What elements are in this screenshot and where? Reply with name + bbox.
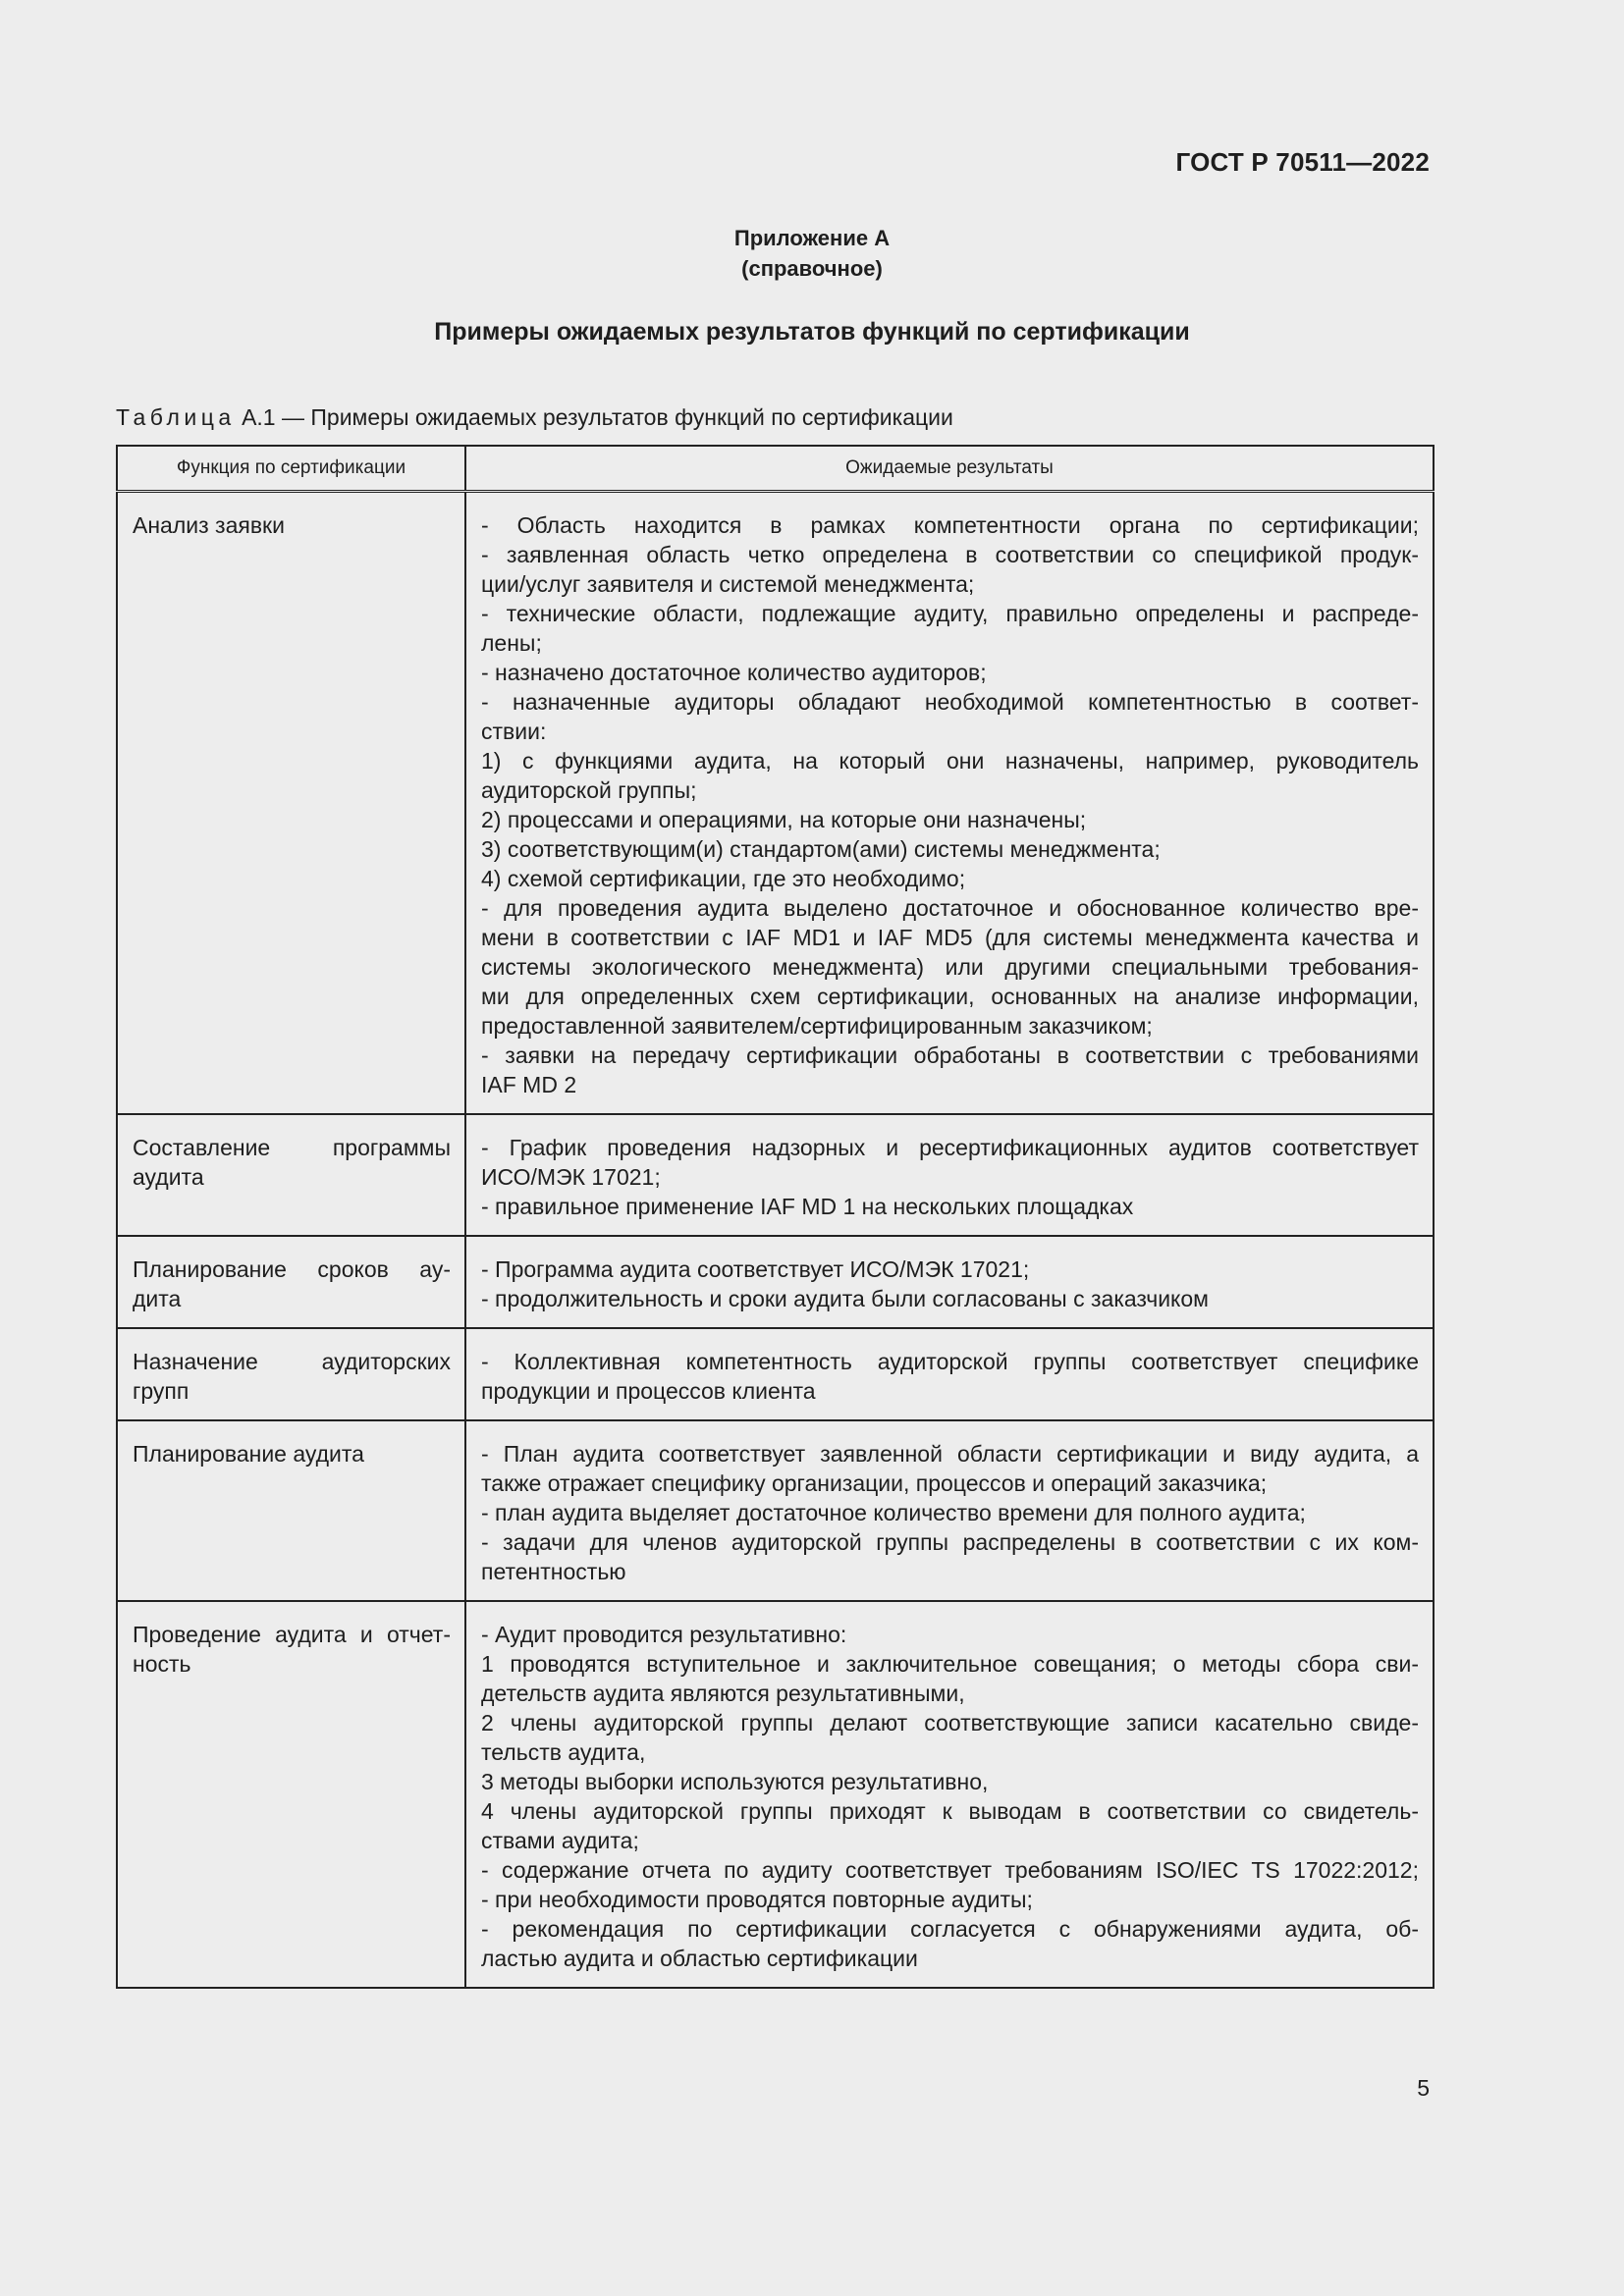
result-line: 4 члены аудиторской группы приходят к выводам в соответствии со свидетель- (481, 1798, 1419, 1824)
table-row (117, 1420, 1434, 1601)
result-line: - содержание отчета по аудиту соответствует требованиям ISO/IEC TS 17022:2012; (481, 1857, 1419, 1883)
result-line: - заявки на передачу сертификации обработаны в соответствии с требованиями (481, 1042, 1419, 1068)
result-line: ции/услуг заявителя и системой менеджмента; (481, 571, 975, 597)
results-cell (465, 1601, 1434, 1988)
table-row (117, 1114, 1434, 1236)
result-line: - при необходимости проводятся повторные аудиты; (481, 1887, 1033, 1912)
result-line: 2 члены аудиторской группы делают соответствующие записи касательно свиде- (481, 1710, 1419, 1735)
result-line: 1 проводятся вступительное и заключительное совещания; о методы сбора сви- (481, 1651, 1419, 1677)
function-text: Планирование аудита (133, 1441, 364, 1467)
result-line: - Аудит проводится результативно: (481, 1622, 847, 1647)
result-line: детельств аудита являются результативными, (481, 1681, 965, 1706)
result-line: - заявленная область четко определена в соответствии со спецификой продук- (481, 542, 1419, 567)
result-line: 2) процессами и операциями, на которые они назначены; (481, 807, 1087, 832)
result-line: ластью аудита и областью сертификации (481, 1946, 918, 1971)
column-header-results: Ожидаемые результаты (465, 446, 1434, 492)
result-line: петентностью (481, 1559, 626, 1584)
result-line: - рекомендация по сертификации согласуется с обнаружениями аудита, об- (481, 1916, 1419, 1942)
result-line: также отражает специфику организации, процессов и операций заказчика; (481, 1470, 1268, 1496)
result-line: - для проведения аудита выделено достаточное и обоснованное количество вре- (481, 895, 1419, 921)
results-cell (465, 1420, 1434, 1601)
table-caption-text: А.1 — Примеры ожидаемых результатов функций по сертификации (242, 404, 953, 430)
document-title: Примеры ожидаемых результатов функций по сертификации (434, 318, 1190, 346)
result-line: - График проведения надзорных и ресертификационных аудитов соответствует (481, 1135, 1419, 1160)
result-line: - Коллективная компетентность аудиторской группы соответствует специфике (481, 1349, 1419, 1374)
function-cell (117, 492, 465, 1115)
function-text: Проведение аудита и отчет- (133, 1622, 451, 1647)
function-text: Составление программы (133, 1135, 451, 1160)
result-line: предоставленной заявителем/сертифицированным заказчиком; (481, 1013, 1153, 1039)
result-line: тельств аудита, (481, 1739, 646, 1765)
result-line: лены; (481, 630, 542, 656)
table-header-row (117, 446, 1434, 492)
result-line: 4) схемой сертификации, где это необходимо; (481, 866, 966, 891)
result-line: - Программа аудита соответствует ИСО/МЭК 17021; (481, 1256, 1030, 1282)
table-row (117, 492, 1434, 1115)
result-line: системы экологического менеджмента) или другими специальными требования- (481, 954, 1419, 980)
result-line: аудиторской группы; (481, 777, 697, 803)
function-text: групп (133, 1378, 189, 1404)
result-line: продукции и процессов клиента (481, 1378, 816, 1404)
result-line: 3) соответствующим(и) стандартом(ами) системы менеджмента; (481, 836, 1161, 862)
result-line: - План аудита соответствует заявленной области сертификации и виду аудита, а (481, 1441, 1419, 1467)
results-cell (465, 1114, 1434, 1236)
column-header-function: Функция по сертификации (117, 446, 465, 492)
results-cell (465, 1236, 1434, 1328)
function-cell (117, 1236, 465, 1328)
result-line: ствами аудита; (481, 1828, 639, 1853)
function-text: дита (133, 1286, 182, 1311)
page-number: 5 (1417, 2075, 1430, 2101)
result-line: ми для определенных схем сертификации, основанных на анализе информации, (481, 984, 1419, 1009)
table-row (117, 1236, 1434, 1328)
function-text: аудита (133, 1164, 204, 1190)
table-row (117, 1601, 1434, 1988)
result-line: - правильное применение IAF MD 1 на нескольких площадках (481, 1194, 1134, 1219)
function-text: Анализ заявки (133, 512, 285, 538)
result-line: ствии: (481, 719, 547, 744)
result-line: - продолжительность и сроки аудита были согласованы с заказчиком (481, 1286, 1209, 1311)
result-line: IAF MD 2 (481, 1072, 577, 1097)
result-line: - задачи для членов аудиторской группы распределены в соответствии с их ком- (481, 1529, 1419, 1555)
result-line: - назначенные аудиторы обладают необходимой компетентностью в соответ- (481, 689, 1419, 715)
function-text: Назначение аудиторских (133, 1349, 451, 1374)
results-table (116, 445, 1435, 1989)
appendix-title: Приложение А (733, 226, 891, 250)
result-line: 1) с функциями аудита, на который они назначены, например, руководитель (481, 748, 1419, 774)
result-line: - технические области, подлежащие аудиту, правильно определены и распреде- (481, 601, 1419, 626)
function-text: Планирование сроков ау- (133, 1256, 451, 1282)
table-body (117, 492, 1434, 1989)
results-cell (465, 492, 1434, 1115)
result-line: - план аудита выделяет достаточное количество времени для полного аудита; (481, 1500, 1306, 1525)
function-cell (117, 1114, 465, 1236)
document-standard-number: ГОСТ Р 70511—2022 (1175, 147, 1430, 177)
function-cell (117, 1328, 465, 1420)
function-cell (117, 1420, 465, 1601)
function-text: ность (133, 1651, 191, 1677)
table-caption-prefix: Таблица (116, 404, 236, 430)
function-cell (117, 1601, 465, 1988)
table-row (117, 1328, 1434, 1420)
results-cell (465, 1328, 1434, 1420)
result-line: ИСО/МЭК 17021; (481, 1164, 661, 1190)
result-line: 3 методы выборки используются результативно, (481, 1769, 989, 1794)
result-line: мени в соответствии с IAF MD1 и IAF MD5 (для системы менеджмента качества и (481, 925, 1419, 950)
result-line: - Область находится в рамках компетентности органа по сертификации; (481, 512, 1419, 538)
appendix-subtitle: (справочное) (741, 256, 883, 281)
table-caption (116, 404, 953, 431)
result-line: - назначено достаточное количество аудиторов; (481, 660, 987, 685)
